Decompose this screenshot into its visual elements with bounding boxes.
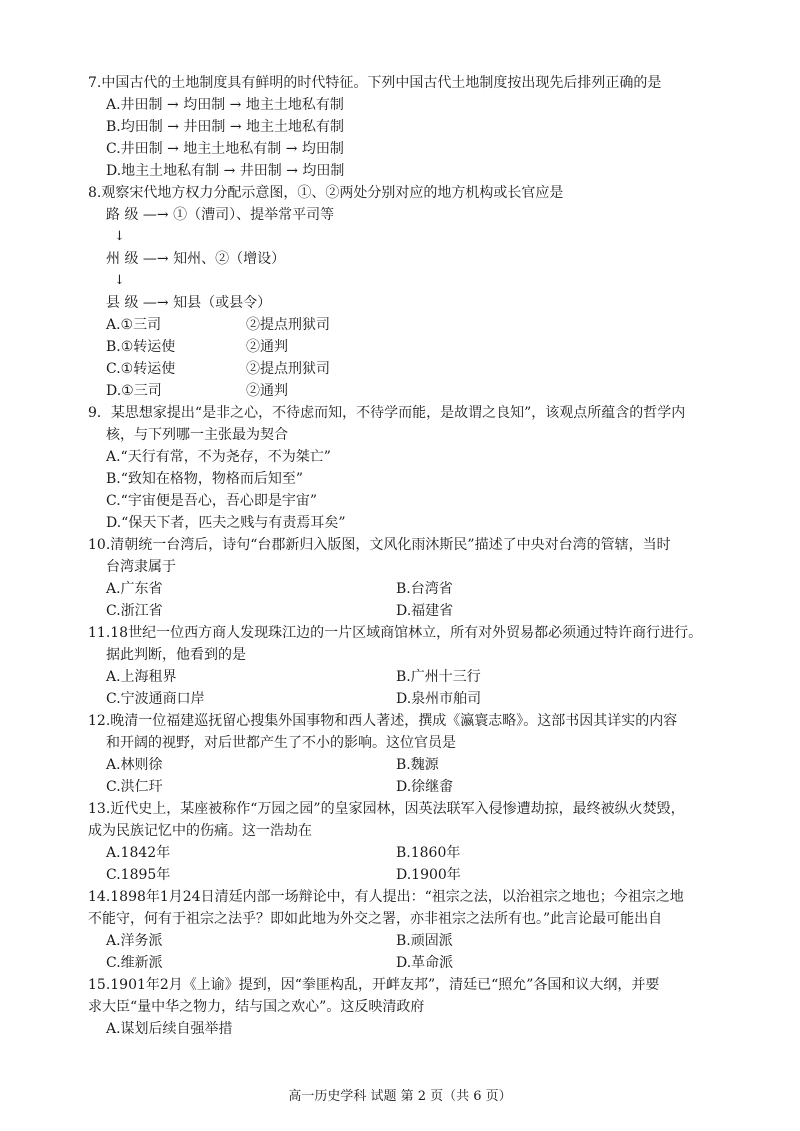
q9-option-c: C.“宇宙便是吾心，吾心即是宇宙” xyxy=(106,493,317,509)
q11-options-row1 xyxy=(88,666,718,688)
down-arrow-icon: ↓ xyxy=(114,229,125,244)
q15-stem: 15.1901年2月《上谕》提到，因“拳匪构乱，开衅友邦”，清廷已“照允”各国和议大纲，并要 xyxy=(88,977,660,993)
q13-stem-cont: 成为民族记忆中的伤痛。这一浩劫在 xyxy=(88,823,312,839)
q12-options-row2 xyxy=(88,776,718,798)
q9-option-b: B.“致知在格物，物格而后知至” xyxy=(106,471,304,487)
q11-stem-cont: 据此判断，他看到的是 xyxy=(106,647,246,663)
q13-option-c: C.1895年 xyxy=(106,867,171,883)
q10-stem: 10.清朝统一台湾后，诗句“台郡新归入版图，文风化雨沐斯民”描述了中央对台湾的管辖，当时 xyxy=(88,537,671,553)
q14-options-row1 xyxy=(88,930,718,952)
q8-option-a-part2: ②提点刑狱司 xyxy=(246,317,330,333)
q8-option-c xyxy=(88,358,718,380)
q8-diagram-county-level: 县 级 —→ 知县（或县令） xyxy=(106,295,272,311)
q11-option-a: A.上海租界 xyxy=(106,669,177,685)
q8-option-a xyxy=(88,314,718,336)
q13-options-row2 xyxy=(88,864,718,886)
q11-option-c: C.宁波通商口岸 xyxy=(106,691,205,707)
q12-option-c: C.洪仁玕 xyxy=(106,779,163,795)
q13-option-a: A.1842年 xyxy=(106,845,171,861)
q12-option-a: A.林则徐 xyxy=(106,757,163,773)
q10-option-d: D.福建省 xyxy=(396,603,454,619)
q15-option-a: A.谋划后续自强举措 xyxy=(106,1021,233,1037)
q14-option-b: B.顽固派 xyxy=(396,933,453,949)
q13-options-row1 xyxy=(88,842,718,864)
q10-options-row1 xyxy=(88,578,718,600)
q13-option-d: D.1900年 xyxy=(396,867,461,883)
q11-option-b: B.广州十三行 xyxy=(396,669,481,685)
q8-stem: 8.观察宋代地方权力分配示意图，①、②两处分别对应的地方机构或长官应是 xyxy=(88,185,564,201)
q10-options-row2 xyxy=(88,600,718,622)
page-footer: 高一历史学科 试题 第 2 页（共 6 页） xyxy=(288,1089,512,1104)
q12-options-row1 xyxy=(88,754,718,776)
q8-diagram-prefecture-level: 州 级 —→ 知州、②（增设） xyxy=(106,251,286,267)
q8-option-d-part1: D.①三司 xyxy=(106,383,162,399)
q12-option-d: D.徐继畬 xyxy=(396,779,454,795)
q11-options-row2 xyxy=(88,688,718,710)
q14-options-row2 xyxy=(88,952,718,974)
q8-option-d xyxy=(88,380,718,402)
q10-option-c: C.浙江省 xyxy=(106,603,163,619)
q7-option-a: A.井田制 → 均田制 → 地主土地私有制 xyxy=(106,97,344,113)
q12-stem-cont: 和开阔的视野，对后世都产生了不小的影响。这位官员是 xyxy=(106,735,456,751)
q8-option-a-part1: A.①三司 xyxy=(106,317,162,333)
q8-option-d-part2: ②通判 xyxy=(246,383,288,399)
q7-option-c: C.井田制 → 地主土地私有制 → 均田制 xyxy=(106,141,344,157)
q10-stem-cont: 台湾隶属于 xyxy=(106,559,176,575)
q7-option-d: D.地主土地私有制 → 井田制 → 均田制 xyxy=(106,163,345,179)
q11-stem: 11.18世纪一位西方商人发现珠江边的一片区域商馆林立，所有对外贸易都必须通过特许商行进行。 xyxy=(88,625,703,641)
q14-stem-cont: 不能守，何有于祖宗之法乎？即如此地为外交之署，亦非祖宗之法所有也。”此言论最可能出自 xyxy=(88,911,663,927)
q8-option-b xyxy=(88,336,718,358)
q7-option-b: B.均田制 → 井田制 → 地主土地私有制 xyxy=(106,119,344,135)
q8-option-c-part2: ②提点刑狱司 xyxy=(246,361,330,377)
q7-stem: 7.中国古代的土地制度具有鲜明的时代特征。下列中国古代土地制度按出现先后排列正确的是 xyxy=(88,75,662,91)
down-arrow-icon: ↓ xyxy=(114,273,125,288)
q8-diagram-road-level: 路 级 —→ ①（漕司）、提举常平司等 xyxy=(106,207,335,223)
q10-option-b: B.台湾省 xyxy=(396,581,453,597)
q9-option-d: D.“保天下者，匹夫之贱与有责焉耳矣” xyxy=(106,515,346,531)
q8-option-b-part2: ②通判 xyxy=(246,339,288,355)
q10-option-a: A.广东省 xyxy=(106,581,163,597)
q9-stem-cont: 核，与下列哪一主张最为契合 xyxy=(106,427,288,443)
q13-stem: 13.近代史上，某座被称作“万园之园”的皇家园林，因英法联军入侵惨遭劫掠，最终被纵火焚毁， xyxy=(88,801,685,817)
q14-option-c: C.维新派 xyxy=(106,955,163,971)
q12-stem: 12.晚清一位福建巡抚留心搜集外国事物和西人著述，撰成《瀛寰志略》。这部书因其详实的内容 xyxy=(88,713,678,729)
q15-stem-cont: 求大臣“量中华之物力，结与国之欢心”。这反映清政府 xyxy=(88,999,425,1015)
q14-option-d: D.革命派 xyxy=(396,955,454,971)
question-list xyxy=(88,72,718,1040)
q8-option-c-part1: C.①转运使 xyxy=(106,361,176,377)
q14-option-a: A.洋务派 xyxy=(106,933,163,949)
q14-stem: 14.1898年1月24日清廷内部一场辩论中，有人提出：“祖宗之法，以治祖宗之地也；今祖宗之地 xyxy=(88,889,684,905)
q12-option-b: B.魏源 xyxy=(396,757,439,773)
q9-option-a: A.“天行有常，不为尧存，不为桀亡” xyxy=(106,449,331,465)
q11-option-d: D.泉州市舶司 xyxy=(396,691,482,707)
q9-stem: 9．某思想家提出“是非之心，不待虑而知，不待学而能，是故谓之良知”，该观点所蕴含的哲学内 xyxy=(88,405,686,421)
q13-option-b: B.1860年 xyxy=(396,845,461,861)
q8-option-b-part1: B.①转运使 xyxy=(106,339,176,355)
